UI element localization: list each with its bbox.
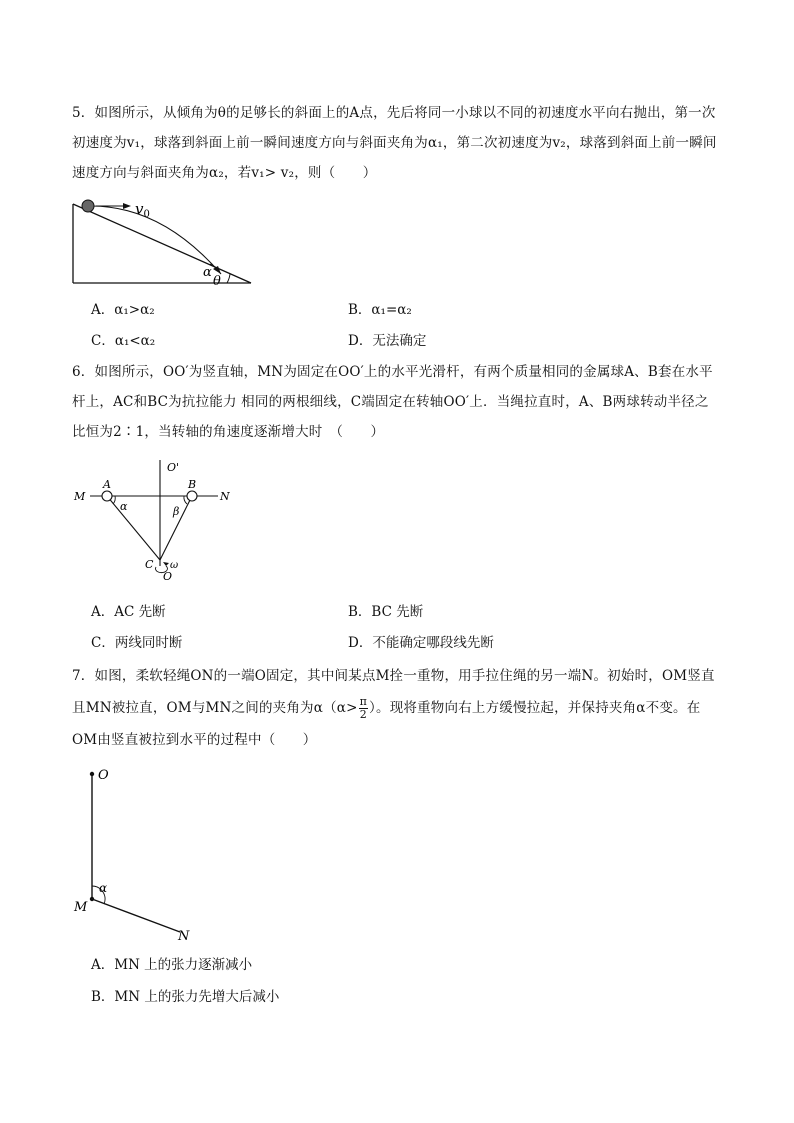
omega-label: ω [170,560,179,571]
point-m-dot [90,897,94,901]
question-6-stem [72,357,722,447]
q5-option-a[interactable]: A．α₁>α₂ [91,302,155,318]
theta-label: θ [213,274,221,288]
question-6-text: 6．如图所示，OO′为竖直轴，MN为固定在OO′上的水平光滑杆，有两个质量相同的金属球A、B套在水平杆上，AC和BC为抗拉能力 相同的两根细线，C端固定在转轴OO′上．当绳拉直时，A、B两球转动半径之比恒为2∶1，当转轴的角速度逐渐增大时 （ ） [72,364,713,440]
ball-a-icon [102,491,112,501]
fraction-denominator: 2 [359,708,367,721]
c-label: C [145,558,154,571]
q5-option-d[interactable]: D．无法确定 [348,333,427,349]
q6-option-b[interactable]: B．BC 先断 [348,604,424,620]
ball-b-icon [187,491,197,501]
question-6-figure [70,456,240,586]
o-label: O [163,570,173,583]
rotation-arrowhead [163,562,169,566]
b-label: B [188,478,197,491]
pi-over-2-fraction [359,696,368,721]
q6-option-a[interactable]: A．AC 先断 [91,604,166,620]
point-o-dot [90,772,94,776]
incline-slope [73,204,251,283]
n-label: N [220,490,230,503]
question-7-text-part-1: 7．如图，柔软轻绳ON的一端O固定，其中间某点M拴一重物，用手拉住绳的另一端N。初始时，OM竖直且MN被拉直，OM与MN之间的夹角为α（α> [72,668,715,716]
q6-option-c[interactable]: C．两线同时断 [91,635,183,651]
velocity-arrowhead [123,203,131,209]
v0-label: $v_0$ [135,200,150,220]
q5-option-b[interactable]: B．α₁=α₂ [348,302,412,318]
q7-option-a[interactable]: A．MN 上的张力逐渐减小 [91,957,253,973]
a-label: A [103,478,111,491]
o-label: O [98,768,109,783]
question-7-text-part-2: ）。现将重物向右上方缓慢拉起，并保持夹角α不变。在OM由竖直被拉到水平的过程中（ ） [72,700,701,748]
ball-icon [82,200,94,212]
m-label: M [74,490,86,503]
alpha-label: α [99,881,108,895]
string-ac [107,496,160,560]
o-prime-label: O' [167,461,180,474]
q7-option-b[interactable]: B．MN 上的张力先增大后减小 [91,989,280,1005]
fraction-numerator: π [359,695,368,708]
question-5-stem [72,98,722,188]
beta-arc [184,496,187,504]
rope-mn [92,899,180,932]
question-7-figure [70,764,200,944]
q5-option-c[interactable]: C．α₁<α₂ [91,333,156,349]
m-label: M [74,900,88,915]
n-label: N [178,929,190,944]
question-7-text [72,660,722,756]
question-7-stem [72,660,722,756]
alpha-label: α [203,265,212,280]
alpha-label: α [120,500,128,513]
theta-arc [227,274,230,283]
q6-option-d[interactable]: D．不能确定哪段线先断 [348,635,494,651]
question-5-text: 5．如图所示，从倾角为θ的足够长的斜面上的A点，先后将同一小球以不同的初速度水平向右抛出，第一次初速度为v₁，球落到斜面上前一瞬间速度方向与斜面夹角为α₁，第二次初速度为v₂，球落到斜面上前一瞬间速度方向与斜面夹角为α₂，若v₁> v₂，则（ ） [72,105,717,181]
beta-label: β [173,505,180,518]
ball-trajectory [91,206,221,274]
question-5-figure [70,196,260,288]
